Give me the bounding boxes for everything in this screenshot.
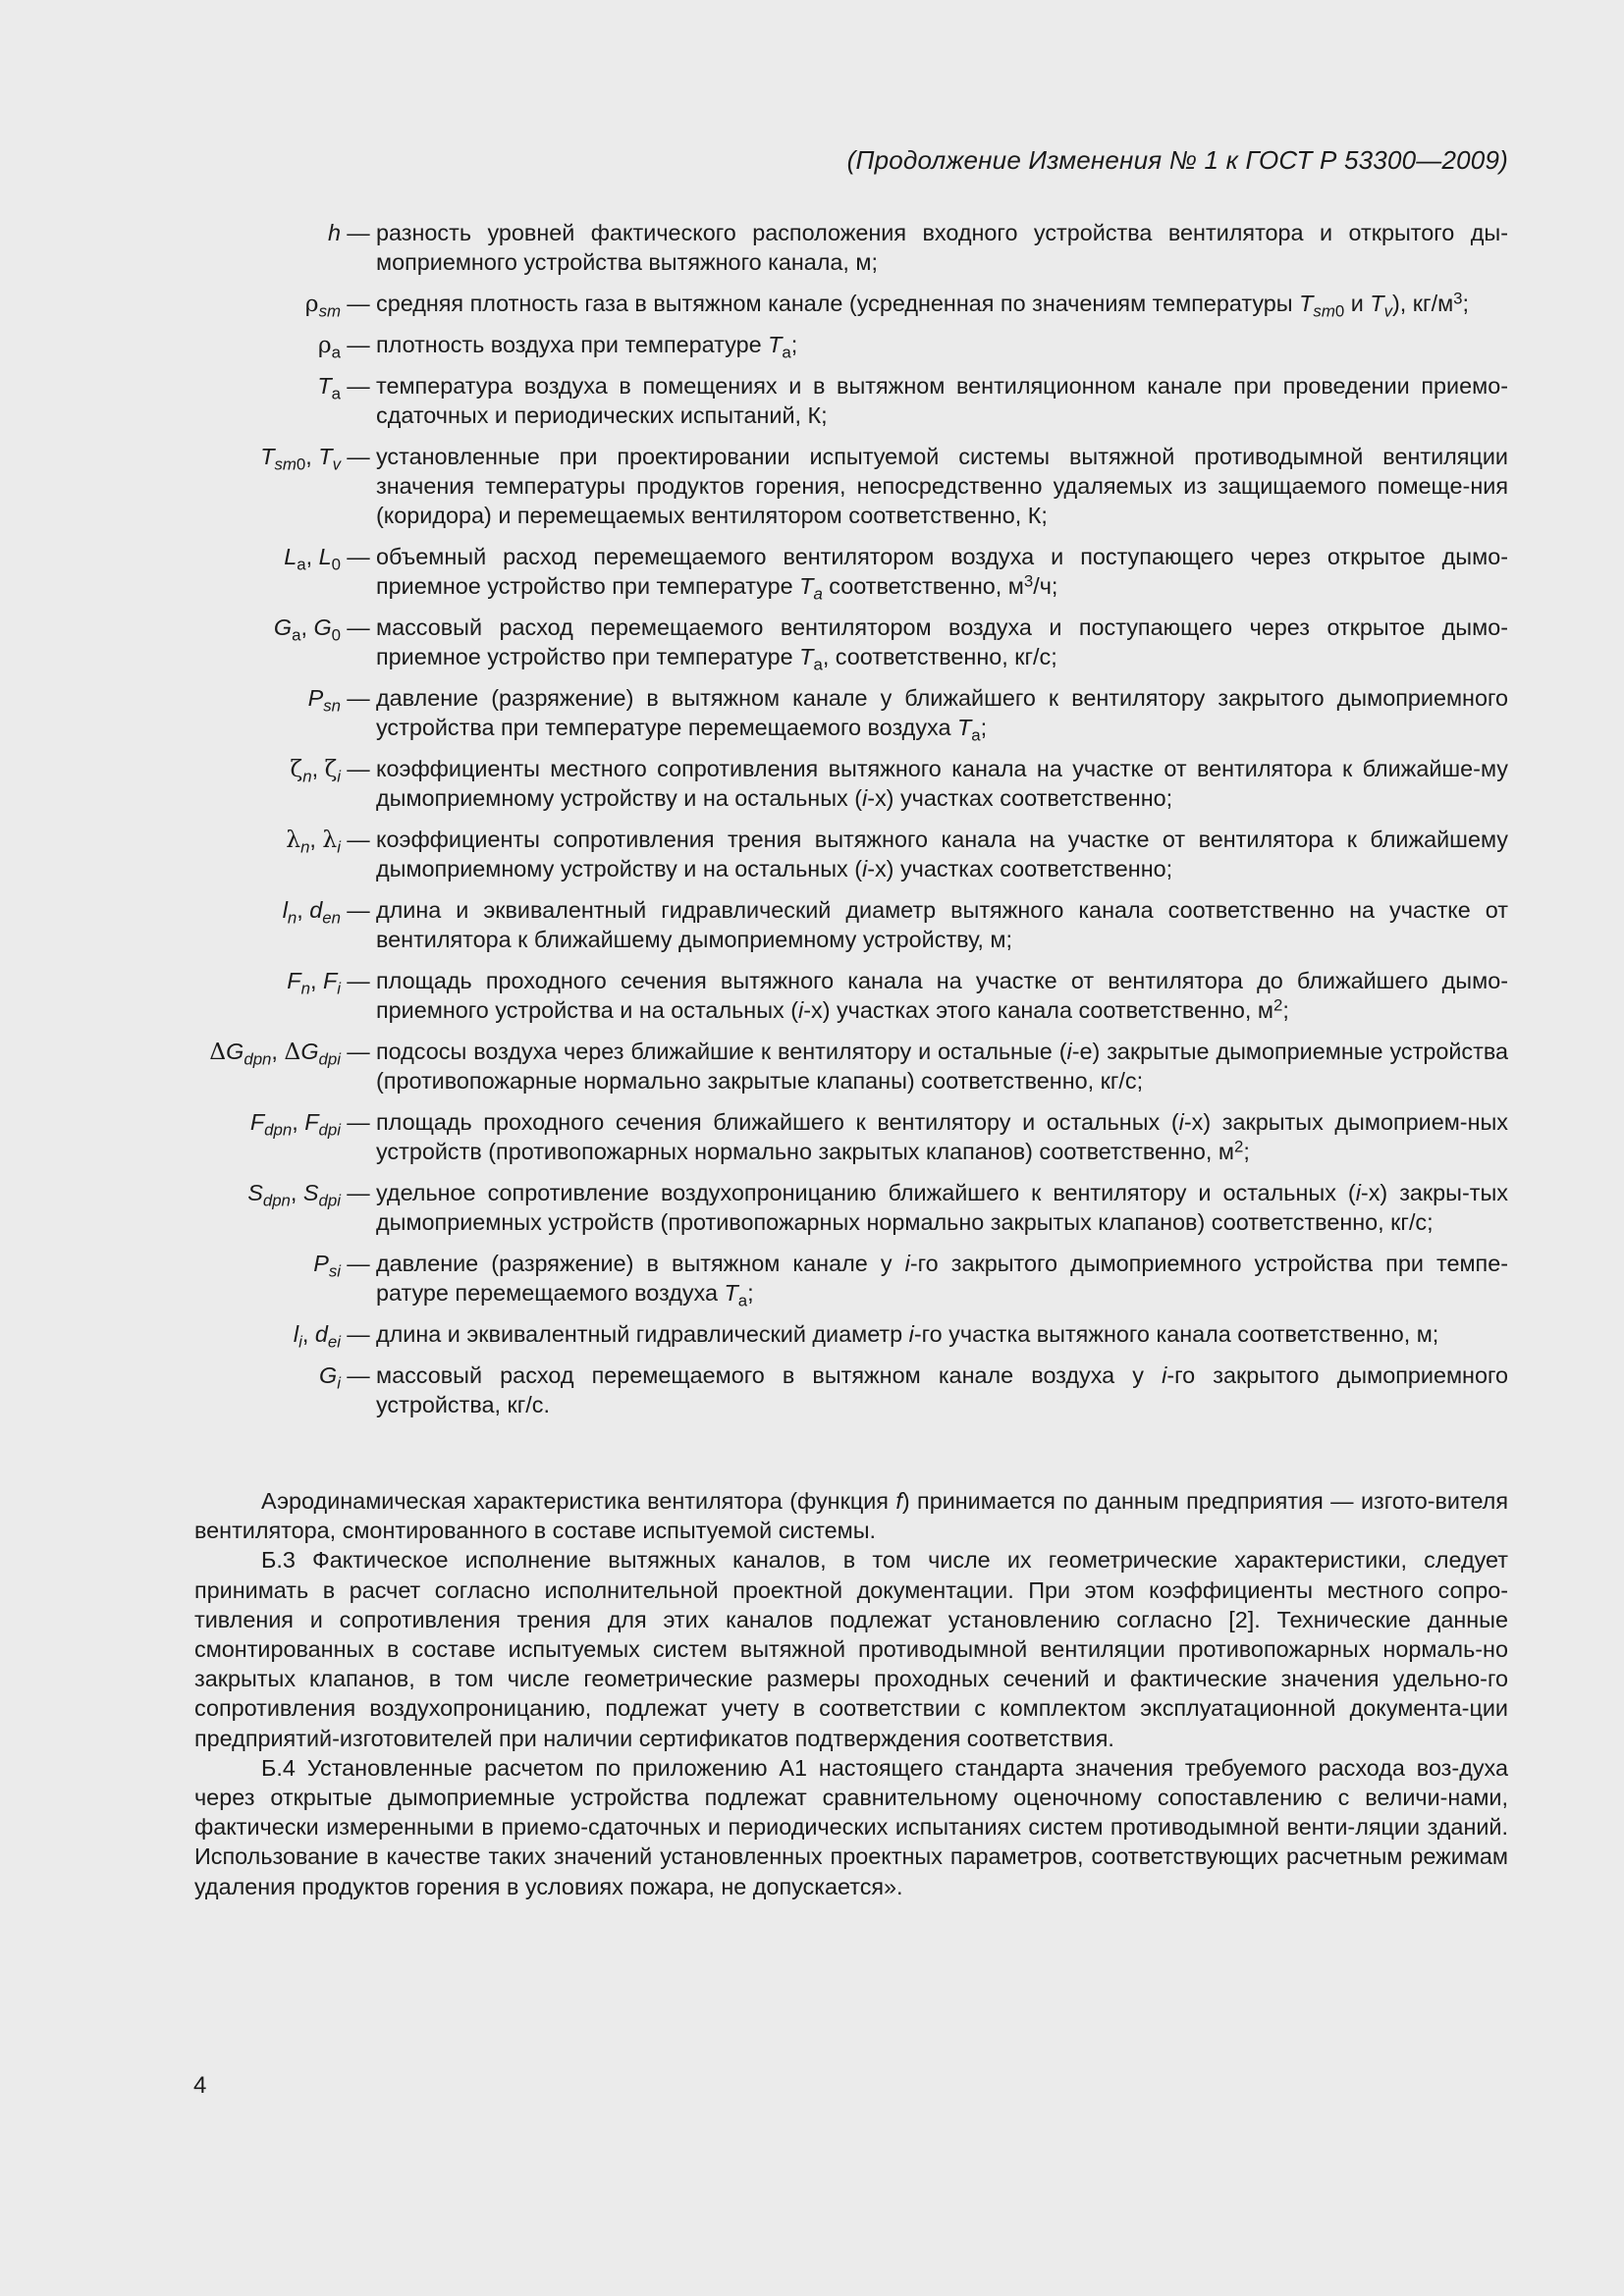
definition-dash: — — [347, 544, 370, 569]
definition-item — [187, 754, 1508, 813]
definition-term: $l_i$, $d_{ei}$ — [293, 1321, 341, 1352]
definition-term: $P_{si}$ — [313, 1251, 341, 1281]
definition-item — [187, 683, 1508, 745]
page-number: 4 — [193, 2072, 207, 2099]
definition-term: $T_a$ — [317, 373, 341, 403]
definition-dash: — — [347, 220, 370, 245]
definition-term: $P_{sn}$ — [307, 685, 341, 716]
definition-item — [187, 1249, 1508, 1308]
definition-text: средняя плотность газа в вытяжном канале (усредненная по значениям температуры $T_{sm0}$ и $T_v$), $кг/м^3$; — [376, 289, 1470, 321]
definition-term: $T_{sm0}$, $T_v$ — [260, 444, 341, 474]
definition-item — [187, 330, 1508, 362]
definition-text: установленные при проектировании испытуемой системы вытяжной противодымной вентиляции значения температуры продуктов горения, непосредственно удаляемых из защищаемого помеще-ния (коридора) и перемещаемых вентилятором соответственно, К; — [376, 444, 1508, 528]
definition-text: разность уровней фактического расположения входного устройства вентилятора и открытого ды-моприемного устройства вытяжного канала, м; — [376, 220, 1508, 275]
definition-term: $F_{dpn}$, $F_{dpi}$ — [249, 1109, 341, 1140]
definition-text: объемный расход перемещаемого вентилятором воздуха и поступающего через открытое дымо-приемное устройство при температуре $T_a$ соответственно, $м^3/ч$; — [376, 544, 1508, 604]
definition-dash: — — [347, 756, 370, 781]
definition-term: $G_i$ — [319, 1362, 341, 1393]
definition-dash: — — [347, 897, 370, 923]
definition-dash: — — [347, 444, 370, 469]
definition-term: h — [327, 220, 341, 245]
definition-dash: — — [347, 1180, 370, 1205]
paragraph: Аэродинамическая характеристика вентилятора (функция f) принимается по данным предприятия — изгото-вителя вентилятора, смонтированного в составе испытуемой системы. — [194, 1488, 1508, 1544]
body-text — [194, 1486, 1508, 1901]
definition-term: $\rho_{sm}$ — [304, 290, 341, 321]
definition-dash: — — [347, 614, 370, 640]
definition-text: давление (разряжение) в вытяжном канале у ближайшего к вентилятору закрытого дымоприемного устройства при температуре перемещаемого воздуха $T_a$; — [376, 685, 1508, 745]
definition-text: длина и эквивалентный гидравлический диаметр вытяжного канала соответственно на участке от вентилятора к ближайшему дымоприемному устройству, м; — [376, 897, 1508, 952]
definition-text: температура воздуха в помещениях и в вытяжном вентиляционном канале при проведении приемо-сдаточных и периодических испытаний, К; — [376, 373, 1508, 428]
definition-text: плотность воздуха при температуре $T_a$; — [376, 332, 798, 362]
definition-term: $S_{dpn}$, $S_{dpi}$ — [247, 1180, 341, 1210]
definition-term: $\lambda_n$, $\lambda_i$ — [286, 826, 341, 857]
definition-text: подсосы воздуха через ближайшие к вентилятору и остальные (i-е) закрытые дымоприемные устройства (противопожарные нормально закрытые клапаны) соответственно, кг/с; — [376, 1039, 1508, 1094]
definition-text: площадь проходного сечения вытяжного канала на участке от вентилятора до ближайшего дымо-приемного устройства и на остальных (i-х) участках этого канала соответственно, $м^2$; — [376, 968, 1508, 1023]
definition-text: длина и эквивалентный гидравлический диаметр i-го участка вытяжного канала соответственно, м; — [376, 1321, 1439, 1347]
definition-text: давление (разряжение) в вытяжном канале у i-го закрытого дымоприемного устройства при темпе-ратуре перемещаемого воздуха $T_a$; — [376, 1251, 1508, 1310]
definition-dash: — — [347, 373, 370, 399]
definition-term: $l_n$, $d_{en}$ — [282, 897, 341, 928]
definition-text: коэффициенты сопротивления трения вытяжного канала на участке от вентилятора к ближайшему дымоприемному устройству и на остальных (i-х) участках соответственно; — [376, 827, 1508, 881]
definition-dash: — — [347, 827, 370, 852]
definition-dash: — — [347, 685, 370, 711]
definition-term: $\rho_a$ — [317, 331, 341, 362]
definition-item — [187, 1178, 1508, 1237]
definition-term: $G_a$, $G_0$ — [273, 614, 341, 645]
definition-item — [187, 966, 1508, 1025]
definition-item — [187, 1319, 1508, 1352]
definition-dash: — — [347, 332, 370, 357]
definition-item — [187, 289, 1508, 321]
definition-dash: — — [347, 1321, 370, 1347]
definition-text: площадь проходного сечения ближайшего к вентилятору и остальных (i-х) закрытых дымоприем-ных устройств (противопожарных нормально закрытых клапанов) соответственно, $м^2$; — [376, 1109, 1509, 1164]
definition-text: массовый расход перемещаемого в вытяжном канале воздуха у i-го закрытого дымоприемного устройства, кг/с. — [376, 1362, 1508, 1417]
definition-dash: — — [347, 1251, 370, 1276]
definition-dash: — — [347, 1109, 370, 1135]
definition-item — [187, 442, 1508, 530]
definition-dash: — — [347, 1362, 370, 1388]
paragraph: Б.3 Фактическое исполнение вытяжных каналов, в том числе их геометрические характеристики, следует принимать в расчет согласно исполнительной проектной документации. При этом коэффициенты местного сопро-тивления и сопротивления трения для этих каналов подлежат установлению согласно [2]. Технические данные смонтированных в составе испытуемых систем вытяжной противодымной вентиляции противопожарных нормаль-но закрытых клапанов, в том числе геометрические размеры проходных сечений и фактические значения удельно-го сопротивления воздухопроницанию, подлежат учету в соответствии с комплектом эксплуатационной документа-ции предприятий-изготовителей при наличии сертификатов подтверждения соответствия. — [194, 1547, 1508, 1751]
definition-item — [187, 1361, 1508, 1419]
definition-item — [187, 1107, 1508, 1166]
definition-item — [187, 218, 1508, 277]
definition-text: массовый расход перемещаемого вентилятором воздуха и поступающего через открытое дымо-приемное устройство при температуре $T_a$, соответственно, кг/с; — [376, 614, 1508, 674]
definition-term: $L_a$, $L_0$ — [284, 544, 341, 574]
definition-dash: — — [347, 968, 370, 993]
page-header: (Продолжение Изменения № 1 к ГОСТ Р 53300—2009) — [846, 145, 1508, 175]
paragraph: Б.4 Установленные расчетом по приложению А1 настоящего стандарта значения требуемого расхода воз-духа через открытые дымоприемные устройства подлежат сравнительному оценочному сопоставлению с величи-нами, фактически измеренными в приемо-сдаточных и периодических испытаниях систем противодымной венти-ляции зданий. Использование в качестве таких значений установленных проектных параметров, соответствующих расчетным режимам удаления продуктов горения в условиях пожара, не допускается». — [194, 1754, 1508, 1899]
definition-term: $\Delta G_{dpn}$, $\Delta G_{dpi}$ — [209, 1038, 341, 1069]
definition-text: удельное сопротивление воздухопроницанию ближайшего к вентилятору и остальных (i-х) закры-тых дымоприемных устройств (противопожарных нормально закрытых клапанов) соответственно, кг/с; — [376, 1180, 1508, 1235]
definition-term: $\zeta_n$, $\zeta_i$ — [290, 755, 341, 786]
definition-item — [187, 895, 1508, 954]
definition-item — [187, 1037, 1508, 1095]
definitions-list — [187, 218, 1508, 1431]
definition-text: коэффициенты местного сопротивления вытяжного канала на участке от вентилятора к ближайше-му дымоприемному устройству и на остальных (i-х) участках соответственно; — [376, 756, 1508, 811]
definition-item — [187, 371, 1508, 430]
definition-item — [187, 825, 1508, 883]
definition-item — [187, 542, 1508, 604]
definition-dash: — — [347, 291, 370, 316]
definition-term: $F_n$, $F_i$ — [287, 968, 341, 998]
definition-dash: — — [347, 1039, 370, 1064]
definition-item — [187, 613, 1508, 674]
